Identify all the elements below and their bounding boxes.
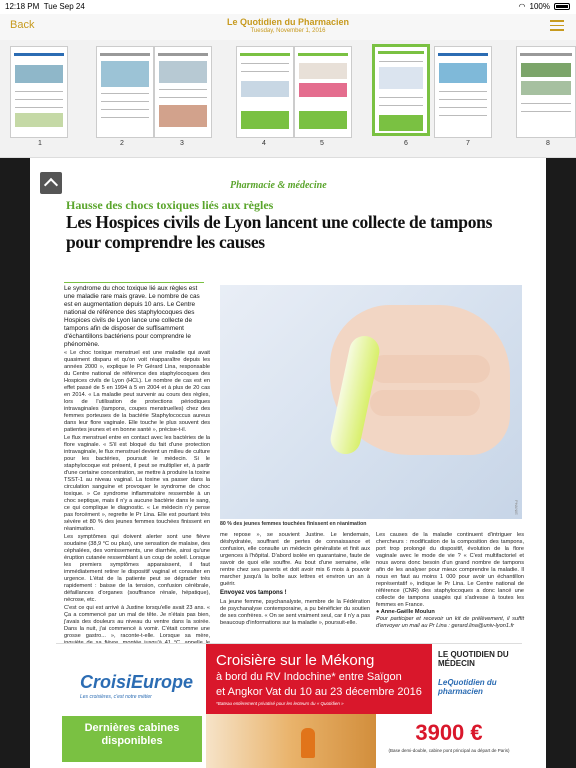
article-kicker: Hausse des chocs toxiques liés aux règles: [66, 198, 274, 212]
advertisement[interactable]: [56, 643, 522, 768]
finger-image: [370, 355, 490, 383]
page-number: 6: [404, 140, 408, 147]
page-number: 3: [180, 140, 184, 147]
section-title: Pharmacie & médecine: [230, 180, 327, 191]
list-icon[interactable]: [550, 20, 564, 32]
ad-note: *Bateau entièrement privatisé pour les lecteurs du « Quotidien »: [216, 701, 344, 706]
ad-logo: CroisiEurope: [80, 672, 194, 692]
status-time: 12:18 PM Tue Sep 24: [5, 2, 85, 11]
nav-bar: [0, 14, 576, 40]
publication-logo: LeQuotidien du pharmacien: [438, 678, 497, 696]
photo-credit: PHANIE: [514, 500, 519, 515]
thumbnail-page-1[interactable]: [10, 46, 68, 138]
page-number: 8: [546, 140, 550, 147]
publication-logo: LE QUOTIDIEN DU MÉDECIN: [438, 650, 509, 668]
issue-date: Tuesday, November 1, 2016: [250, 28, 326, 34]
thumbnail-page-8[interactable]: [516, 46, 576, 138]
collapse-button[interactable]: [40, 172, 62, 194]
article-lead: Le syndrome du choc toxique lié aux règles est une maladie rare mais grave. Le nombre de cas est en augmentation depuis 10 ans. Le Centre national de référence des staphylocoques des Hospices civils de Lyon lance une collecte de tampons afin de disposer de suffisamment d'échantillons bactériens pour comprendre le phénomène.: [64, 282, 204, 349]
ad-price-note: (Base demi-double, cabine pont principal au départ de Paris): [388, 748, 510, 753]
paragraph: La jeune femme, psychanalyste, membre de la Fédération de psychanalyse contemporaine, a pu bénéficier du soutien de ses confrères. « On se sent vraiment seul, car il n'y a pas beaucoup d'informations sur la maladie », poursuit-elle.: [220, 599, 370, 626]
thumbnail-page-7[interactable]: [434, 46, 492, 138]
thumbnail-page-2[interactable]: [96, 46, 154, 138]
thumbnail-page-3[interactable]: [154, 46, 212, 138]
page-number: 7: [466, 140, 470, 147]
article-page[interactable]: [30, 158, 546, 768]
paragraph: C'est ce qui est arrivé à Justine lorsqu'elle avait 23 ans. « Ça a commencé par un mal de tête. Je n'étais pas bien, j'avais des douleurs au niveau du ventre dans la soirée. Dans la nuit, j'ai commencé à vomir. C'était comme une grosse gastro... », raconte-t-elle. Lorsque sa mère,: [64, 605, 210, 639]
battery-percent: 100%: [529, 2, 550, 11]
ad-cta: Dernières cabines disponibles: [62, 716, 202, 762]
ad-line-1: Croisière sur le Mékong: [216, 652, 375, 669]
publication-title: Le Quotidien du Pharmacien: [226, 17, 350, 27]
article-column-1: [64, 350, 210, 662]
article-column-3: [376, 532, 524, 630]
ad-publications: [432, 644, 522, 714]
paragraph: Pour participer et recevoir un kit de prélèvement, il suffit d'envoyer un mail au Pr Lina : gerard.lina@univ-lyon1.fr: [376, 616, 524, 629]
paragraph: Les causes de la maladie continuent d'intriguer les chercheurs : modification de la composition des tampons, port trop prolongé du dispositif, évolution de la flore vaginale avec le mode de vie ? « C'est multifactoriel et nous avons donc besoin d'un grand nombre de tampons afin de les analyser pour mieux comprendre la maladie. Il nous en faut au moins 1 000 pour avoir un échantillon représentatif », indique le Pr Lina. Le Centre national de référence (CNR) des staphylocoques a donc lancé une collecte de tampons usagés qui s'adresse à toutes les femmes en France.: [376, 532, 524, 608]
wifi-icon: ◠: [518, 2, 526, 11]
thumbnail-page-5[interactable]: [294, 46, 352, 138]
back-button[interactable]: Back: [10, 19, 35, 31]
photo-caption: 80 % des jeunes femmes touchées finissent en réanimation: [220, 521, 367, 527]
ad-photo: [206, 714, 376, 768]
ad-headline-panel: [206, 644, 432, 714]
battery-icon: [554, 3, 570, 10]
ad-price: 3900 €: [415, 720, 483, 745]
article-column-2: [220, 532, 370, 627]
paragraph: « Le choc toxique menstruel est une maladie qui avait quasiment disparu et qu'on voit réapparaître depuis les années 2000 », explique le Pr Gérard Lina, responsable du Centre national de référence des staphylocoques des Hospices civils de Lyon (HCL). Le nombre de cas est en effet passé de 5 en 1994 à 5 en 2004 et à plus de 20 cas en 2014. « La maladie peut survenir au cours des règles, lors de l'utilisation de protections périodiques intravaginales (tampons, coupes menstruelles) chez des femmes porteuses de la bactérie Staphylococcus aureus dans leur flore vaginale. Elle touche le plus souvent des patientes jeunes et en bonne santé », précise-t-il.: [64, 350, 210, 433]
monk-image: [301, 728, 315, 758]
thumbnail-page-4[interactable]: [236, 46, 294, 138]
status-bar: [0, 0, 576, 14]
finger-image: [370, 390, 480, 416]
page-thumbnails: [0, 40, 576, 158]
page-number: 1: [38, 140, 42, 147]
thumbnail-page-6[interactable]: [372, 44, 430, 136]
page-number: 5: [320, 140, 324, 147]
paragraph: me repose », se souvient Justine. Le lendemain, déshydratée, souffrant de pertes de connaissance et confusion, elle consulte un médecin généraliste et finit aux urgences à l'hôpital. D'abord isolée en quarantaine, faute de savoir de quoi elle souffre. Au bout d'une semaine, elle rentre chez ses parents et doit avoir mis 6 mois à pouvoir marcher jusqu'à la boîte aux lettres et environ un an à guérir.: [220, 532, 370, 587]
ad-tagline: Les croisières, c'est notre métier: [80, 694, 152, 700]
ad-line-2: à bord du RV Indochine* entre Saïgon: [216, 671, 402, 683]
article-photo: [220, 285, 522, 519]
paragraph: Le flux menstruel entre en contact avec les bactéries de la flore vaginale. « S'il est bloqué du fait d'une protection intravaginale, le flux menstruel devient un milieu de culture pour les bactéries, poursuit le médecin. Si le staphylocoque est présent, il peut se multiplier et, à partir d'une certaine concentration, se mettre à produire la toxine TSST-1 au niveau vaginal. La toxine va passer dans la circulation sanguine et provoquer le syndrome de choc toxique. » Ce syndrome inflammatoire ressemble à un choc septique, mais il n'y a aucune bactérie dans le sang, ce qui complique le diagnostic. « Le médecin n'y pense pas forcément », regrette le Pr Lina. Elle est pourtant très sévère et 80 % des jeunes femmes touchées finissent en réanimation.: [64, 435, 210, 532]
article-author: ● Anne-Gaëlle Moulun: [376, 609, 435, 615]
article-headline: Les Hospices civils de Lyon lancent une collecte de tampons pour comprendre les causes: [66, 212, 493, 252]
paragraph: Les symptômes qui doivent alerter sont une fièvre soudaine (38,9 °C ou plus), une sensation de malaise, des céphalées, des vomissements, une diarrhée, ainsi qu'une éruption cutanée ressemblant à un coup de soleil. Lorsque les premiers symptômes apparaissent, il faut immédiatement retirer le dispositif vaginal et consulter en urgence. L'état de la patiente peut se dégrader très rapidement : baisse de la tension, confusion cérébrale, défaillances d'organes (souffrance rénale, hépatique), nécrose, etc.: [64, 534, 210, 603]
ad-line-3: et Angkor Vat du 10 au 23 décembre 2016: [216, 686, 422, 698]
page-number: 4: [262, 140, 266, 147]
status-right: [519, 2, 570, 11]
page-number: 2: [120, 140, 124, 147]
subheading: Envoyez vos tampons !: [220, 590, 287, 596]
ad-brand-panel: [56, 644, 206, 768]
